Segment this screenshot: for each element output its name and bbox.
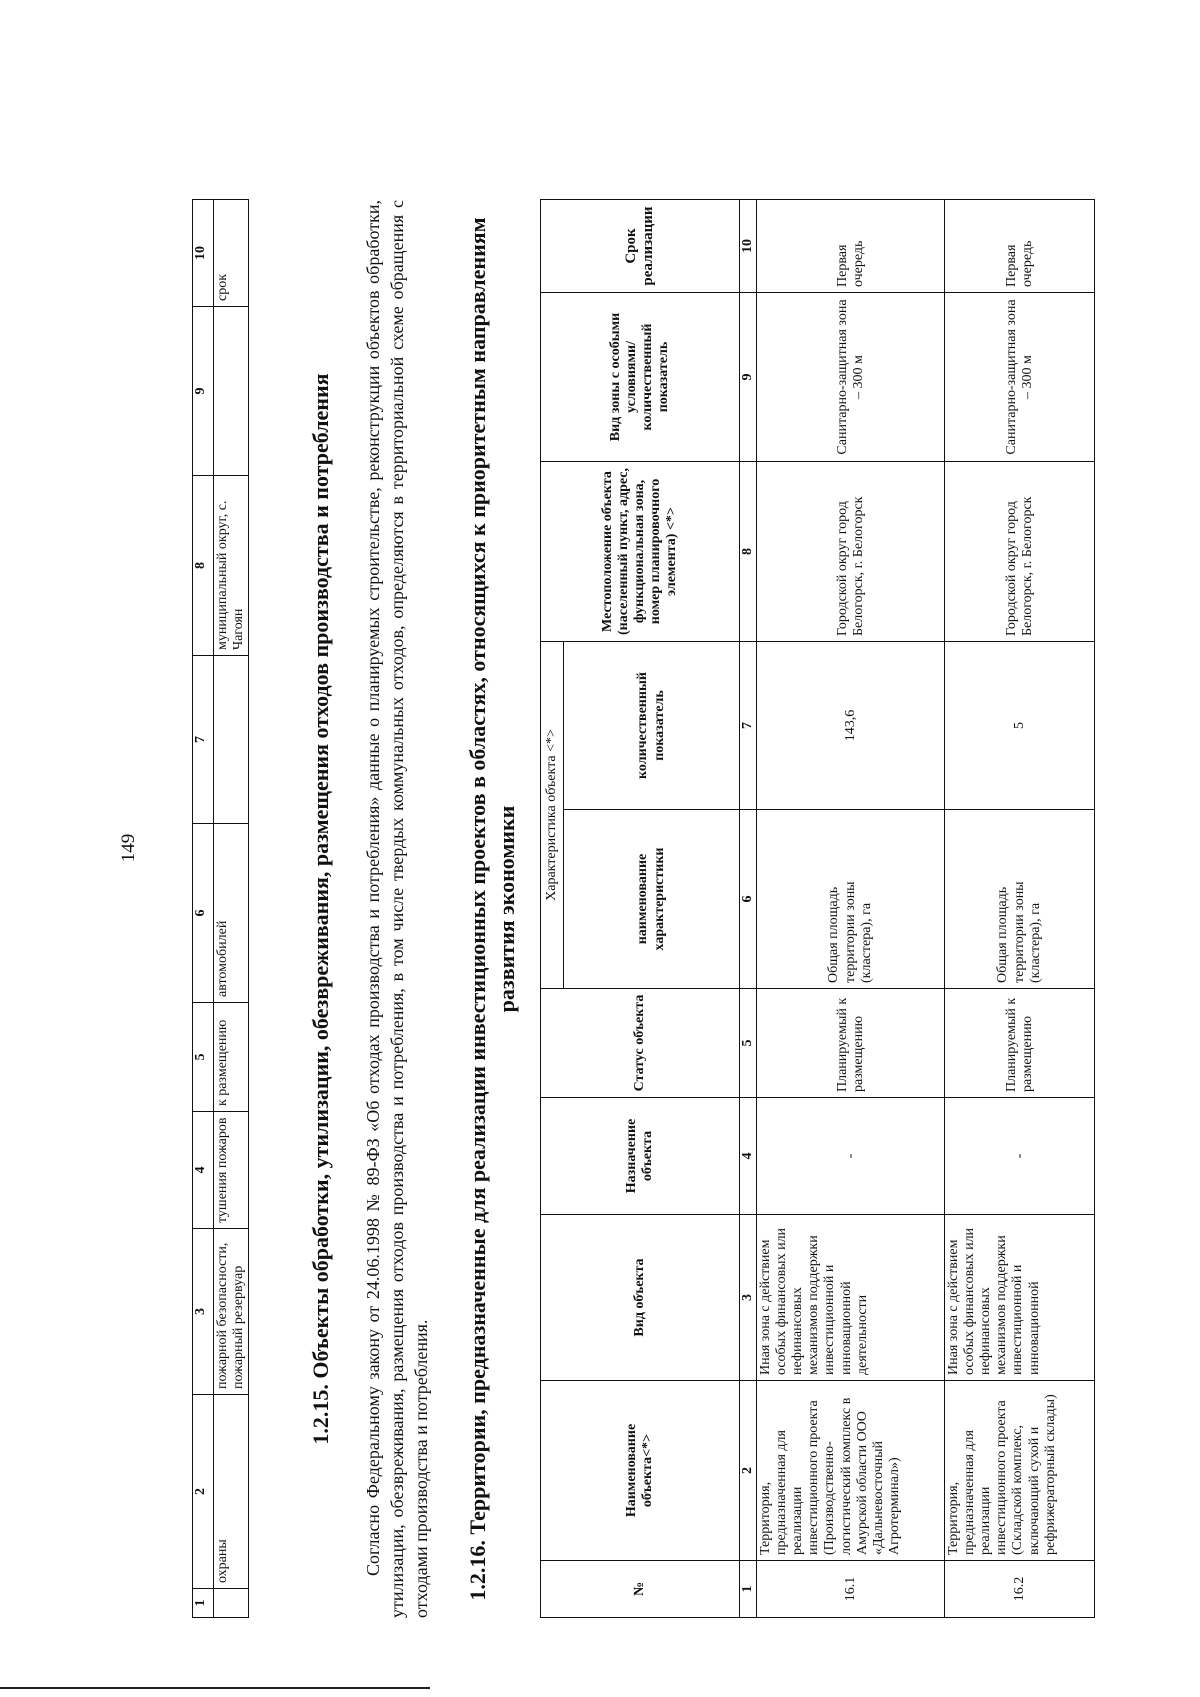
row-num: 16.1 [757,1561,945,1618]
col-number: 10 [193,200,214,307]
section-1215-title: 1.2.15. Объекты обработки, утилизации, обезвреживания, размещения отходов производства и потребления [308,373,333,1445]
col-number: 5 [740,989,757,1098]
column-number-row [740,200,757,1618]
col-number: 8 [193,476,214,656]
row-char-name: Общая площадь территории зоны (кластера), га [757,810,945,989]
header-location: Местоположение объекта (населенный пункт, адрес, функциональная зона, номер планировочного элемента) <*> [541,462,740,642]
investment-territories-table [540,199,1095,1618]
col-number: 7 [740,642,757,810]
header-term: Срок реализации [541,200,740,293]
row-status: Планируемый к размещению [757,989,945,1098]
table-cell: охраны [214,1395,249,1589]
col-number: 9 [740,293,757,462]
row-num: 16.2 [945,1561,1095,1618]
page-number: 149 [118,833,139,863]
table-row [945,200,1095,1618]
page-bottom-line [0,1687,430,1689]
col-number: 6 [740,810,757,989]
table-cell: тушения пожаров [214,1112,249,1229]
col-number: 5 [193,1003,214,1112]
col-number: 1 [740,1561,757,1618]
col-number: 3 [193,1229,214,1395]
rotated-page [40,48,1170,1648]
header-characteristics: Характеристика объекта <*> [541,642,564,989]
row-type: Иная зона с действием особых финансовых или нефинансовых механизмов поддержки инвестиционной и инновационной деятельности [757,1215,945,1381]
col-number: 10 [740,200,757,293]
header-char-name: наименование характеристики [564,810,740,989]
col-number: 1 [193,1589,214,1618]
header-type: Вид объекта [541,1215,740,1381]
header-char-value: количественный показатель [564,642,740,810]
col-number: 7 [193,656,214,824]
row-zone: Санитарно-защитная зона – 300 м [945,293,1095,462]
col-number: 2 [740,1381,757,1561]
table-row [757,200,945,1618]
row-status: Планируемый к размещению [945,989,1095,1098]
header-purpose: Назначение объекта [541,1098,740,1215]
table-cell: к размещению [214,1003,249,1112]
header-zone: Вид зоны с особыми условиями/ количественный показатель [541,293,740,462]
col-number: 3 [740,1215,757,1381]
table-cell: срок [214,200,249,307]
row-zone: Санитарно-защитная зона – 300 м [757,293,945,462]
row-char-name: Общая площадь территории зоны (кластера), га [945,810,1095,989]
row-name: Территория, предназначенная для реализации инвестиционного проекта (Производственно-логистический комплекс в Амурской области ООО «Дальневосточный Агротерминал») [757,1381,945,1561]
top-continuation-table [192,199,249,1618]
table-cell: пожарной безопасности, пожарный резервуар [214,1229,249,1395]
col-number: 6 [193,824,214,1003]
row-purpose: - [945,1098,1095,1215]
section-1215-paragraph: Согласно Федеральному закону от 24.06.1998 № 89-ФЗ «Об отходах производства и потребления» данные о планируемых строительстве, реконструкции объектов обработки, утилизации, обезвреживания, размещения отходов производства и потребления, в том числе твердых коммунальных отходов, определяются в территориальной схеме обращения с отходами производства и потребления. [363,200,431,1618]
header-name: Наименование объекта<*> [541,1381,740,1561]
header-num: № [541,1561,740,1618]
table-cell: муниципальный округ, с. Чагоян [214,476,249,656]
row-char-value: 5 [945,642,1095,810]
table-cell: автомобилей [214,824,249,1003]
header-row [541,200,564,1618]
table-cell [214,1589,249,1618]
row-location: Городской округ город Белогорск, г. Белогорск [945,462,1095,642]
row-term: Первая очередь [757,200,945,293]
top-table-number-row [193,200,214,1618]
col-number: 8 [740,462,757,642]
row-term: Первая очередь [945,200,1095,293]
row-name: Территория, предназначенная для реализации инвестиционного проекта (Складской комплекс, включающий сухой и рефрижераторный склады) [945,1381,1095,1561]
col-number: 2 [193,1395,214,1589]
row-location: Городской округ город Белогорск, г. Белогорск [757,462,945,642]
header-status: Статус объекта [541,989,740,1098]
section-1216-title: 1.2.16. Территории, предназначенные для реализации инвестиционных проектов в областях, относящихся к приоритетным направлениям развития экономики [465,217,519,1601]
col-number: 4 [740,1098,757,1215]
row-char-value: 143,6 [757,642,945,810]
table-cell [214,307,249,476]
top-table-row [214,200,249,1618]
col-number: 9 [193,307,214,476]
row-purpose: - [757,1098,945,1215]
col-number: 4 [193,1112,214,1229]
table-cell [214,656,249,824]
row-type: Иная зона с действием особых финансовых или нефинансовых механизмов поддержки инвестиционной и инновационной [945,1215,1095,1381]
